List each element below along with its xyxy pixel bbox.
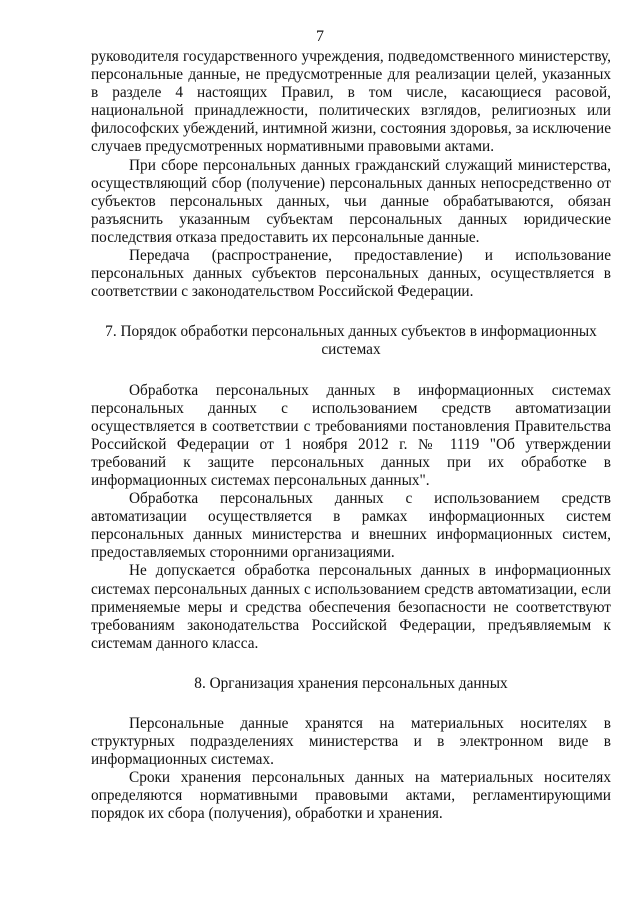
paragraph: Передача (распространение, предоставление) и использование персональных данных субъектов персональных данных, осуществляется в соответствии с законодательством Российской Федерации. [91, 247, 611, 301]
paragraph: Обработка персональных данных с использованием средств автоматизации осуществляется в рамках информационных систем персональных данных министерства и внешних информационных систем, предоставляемых сторонними организациями. [91, 490, 611, 562]
paragraph: При сборе персональных данных гражданский служащий министерства, осуществляющий сбор (получение) персональных данных непосредственно от субъектов персональных данных, чьи данные обрабатываются, обязан разъяснить указанным субъектам персональных данных юридические последствия отказа предоставить их персональные данные. [91, 156, 611, 246]
section-heading-line: системах [321, 341, 381, 359]
document-body [91, 48, 611, 824]
section-heading-line: 7. Порядок обработки персональных данных субъектов в информационных [105, 323, 597, 341]
paragraph: Не допускается обработка персональных данных в информационных системах персональных данных с использованием средств автоматизации, если применяемые меры и средства обеспечения безопасности не соответствуют требованиям законодательства Российской Федерации, предъявляемым к системам данного класса. [91, 562, 611, 652]
section-7-heading [91, 323, 611, 359]
paragraph: руководителя государственного учреждения, подведомственного министерству, персональные данные, не предусмотренные для реализации целей, указанных в разделе 4 настоящих Правил, в том числе, касающиеся расовой, национальной принадлежности, политических взглядов, религиозных или философских убеждений, интимной жизни, состояния здоровья, за исключение случаев предусмотренных нормативными правовыми актами. [91, 48, 611, 156]
paragraph: Персональные данные хранятся на материальных носителях в структурных подразделениях министерства и в электронном виде в информационных системах. [91, 715, 611, 769]
paragraph: Сроки хранения персональных данных на материальных носителях определяются нормативными правовыми актами, регламентирующими порядок их сбора (получения), обработки и хранения. [91, 769, 611, 823]
paragraph: Обработка персональных данных в информационных системах персональных данных с использованием средств автоматизации осуществляется в соответствии с требованиями постановления Правительства Российской Федерации от 1 ноября 2012 г. № 1119 "Об утверждении требований к защите персональных данных при их обработке в информационных системах персональных данных". [91, 381, 611, 489]
section-8-heading: 8. Организация хранения персональных данных [194, 674, 508, 692]
page-number: 7 [316, 28, 324, 45]
